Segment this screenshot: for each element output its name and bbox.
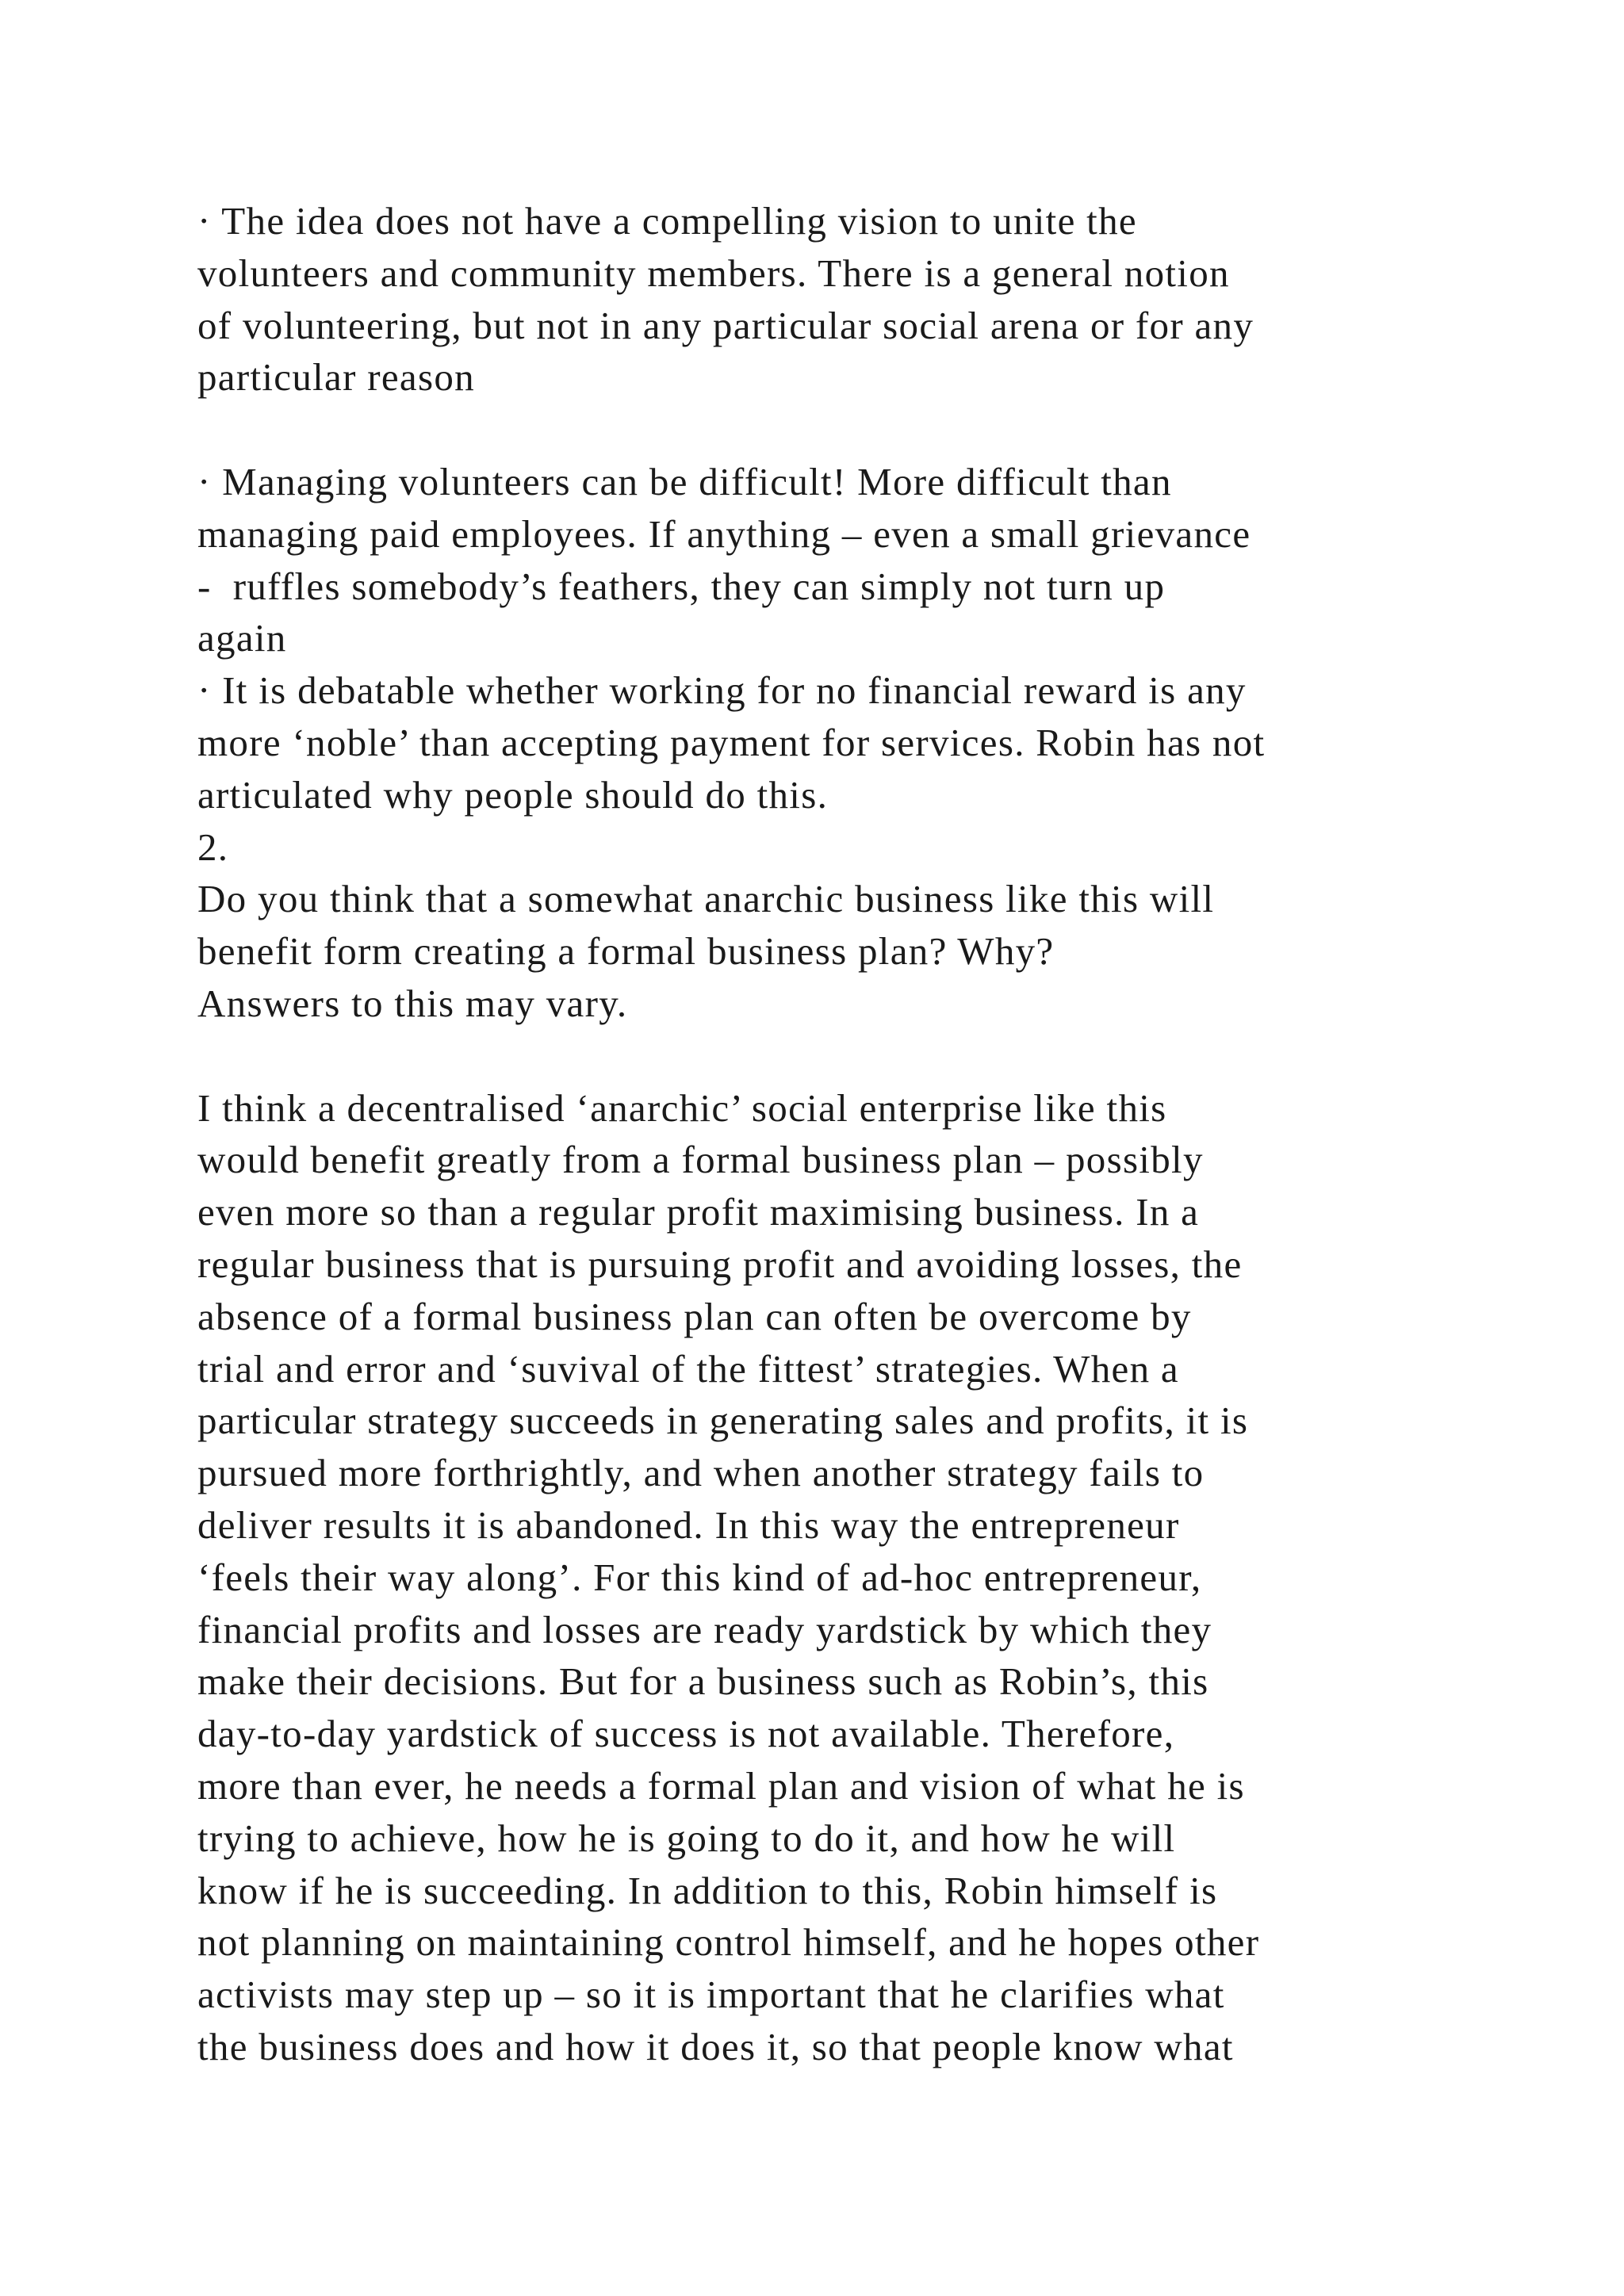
text-line: day-to-day yardstick of success is not available. Therefore, [197,1712,1175,1756]
text-line: - ruffles somebody’s feathers, they can simply not turn up [197,564,1166,608]
text-line: the business does and how it does it, so that people know what [197,2024,1234,2068]
text-line: again [197,616,287,660]
text-line: trying to achieve, how he is going to do it, and how he will [197,1816,1176,1860]
document-body [197,195,1609,2073]
text-line: more than ever, he needs a formal plan and vision of what he is [197,1763,1245,1808]
blank-line [197,1030,1609,1082]
text-line: I think a decentralised ‘anarchic’ social enterprise like this [197,1085,1167,1130]
text-line: know if he is succeeding. In addition to this, Robin himself is [197,1868,1218,1912]
text-line: · It is debatable whether working for no financial reward is any [197,668,1247,713]
text-line: even more so than a regular profit maximising business. In a [197,1190,1200,1234]
text-line: not planning on maintaining control himself, and he hopes other [197,1920,1260,1965]
text-line: regular business that is pursuing profit and avoiding losses, the [197,1242,1243,1286]
text-line: Do you think that a somewhat anarchic business like this will [197,877,1215,921]
text-line: · The idea does not have a compelling vision to unite the [197,199,1137,243]
text-line: volunteers and community members. There is a general notion [197,251,1230,295]
text-line: benefit form creating a formal business plan? Why? [197,929,1055,974]
text-line: 2. [197,825,229,869]
text-line: absence of a formal business plan can often be overcome by [197,1294,1192,1338]
text-line: particular strategy succeeds in generating sales and profits, it is [197,1399,1249,1443]
text-line: particular reason [197,355,475,400]
text-line: managing paid employees. If anything – even a small grievance [197,511,1251,556]
text-line: make their decisions. But for a business such as Robin’s, this [197,1659,1209,1704]
text-line: pursued more forthrightly, and when another strategy fails to [197,1451,1205,1495]
blank-line [197,404,1609,456]
text-line: articulated why people should do this. [197,772,829,817]
text-line: deliver results it is abandoned. In this way the entrepreneur [197,1502,1180,1547]
text-line: of volunteering, but not in any particular social arena or for any [197,303,1254,347]
text-line: Answers to this may vary. [197,981,628,1025]
text-line: · Managing volunteers can be difficult! More difficult than [197,459,1172,503]
text-line: would benefit greatly from a formal business plan – possibly [197,1138,1204,1182]
text-line: ‘feels their way along’. For this kind of ad-hoc entrepreneur, [197,1555,1202,1599]
text-line: trial and error and ‘suvival of the fittest’ strategies. When a [197,1346,1179,1391]
text-line: activists may step up – so it is important that he clarifies what [197,1973,1225,2017]
text-line: financial profits and losses are ready yardstick by which they [197,1607,1212,1651]
text-line: more ‘noble’ than accepting payment for services. Robin has not [197,720,1266,764]
